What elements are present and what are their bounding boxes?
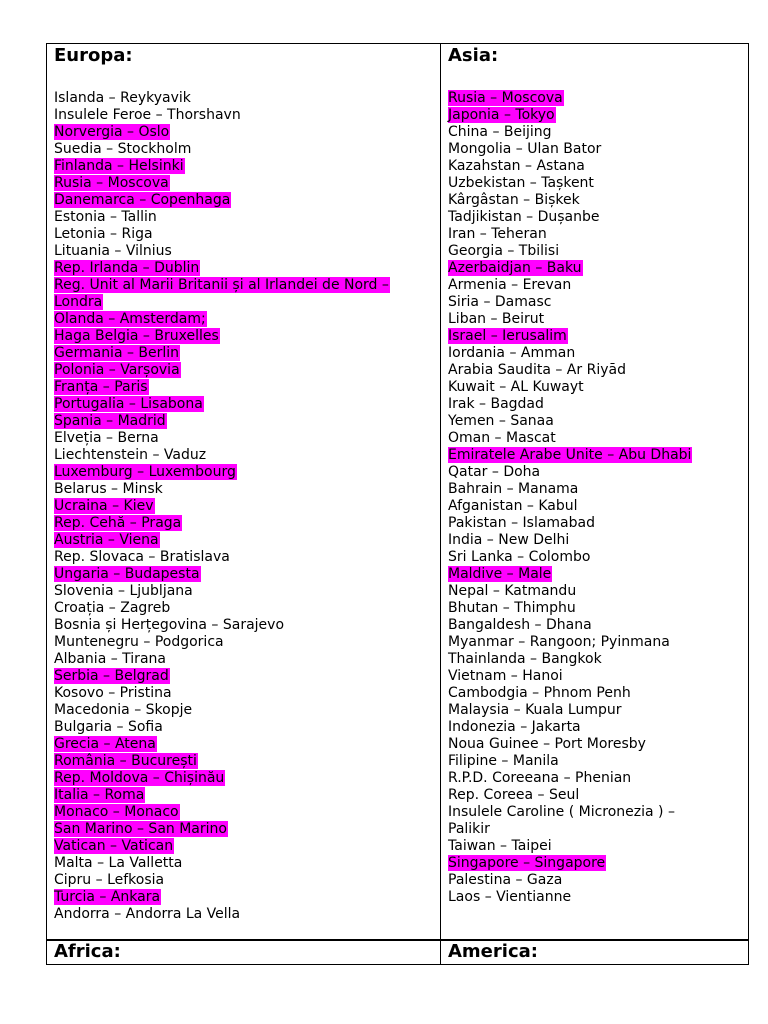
europa-item-text: San Marino – San Marino: [54, 821, 227, 837]
asia-list-item: [448, 702, 748, 719]
asia-item-text: Yemen – Sanaa: [448, 413, 554, 429]
europa-item-text: Macedonia – Skopje: [54, 702, 193, 718]
asia-list-item: [448, 770, 748, 787]
continents-table: [46, 43, 749, 965]
europa-list-item: [54, 481, 439, 498]
europa-list-item: [54, 90, 439, 107]
europa-list-item: [54, 175, 439, 192]
europa-list-item: [54, 668, 439, 685]
europa-list-item: [54, 770, 439, 787]
asia-item-text: Laos – Vientianne: [448, 889, 572, 905]
asia-list-item: [448, 447, 748, 464]
europa-item-text: Haga Belgia – Bruxelles: [54, 328, 219, 344]
europa-item-text: Franța – Paris: [54, 379, 148, 395]
asia-list-item: [448, 617, 748, 634]
europa-item-text: Rusia – Moscova: [54, 175, 169, 191]
europa-list-item: [54, 328, 439, 345]
europa-list-item: [54, 787, 439, 804]
europa-list: [47, 90, 439, 923]
europa-item-text: Bulgaria – Sofia: [54, 719, 163, 735]
asia-item-text: Israel – Ierusalim: [448, 328, 567, 344]
europa-item-text: Serbia – Belgrad: [54, 668, 169, 684]
europa-item-text: Danemarca – Copenhaga: [54, 192, 231, 208]
asia-list-item: [448, 804, 748, 821]
europa-list-item: [54, 396, 439, 413]
asia-item-text: Georgia – Tbilisi: [448, 243, 560, 259]
asia-item-text: Cambodgia – Phnom Penh: [448, 685, 631, 701]
asia-item-text: Bhutan – Thimphu: [448, 600, 576, 616]
asia-item-text: Qatar – Doha: [448, 464, 541, 480]
asia-item-text: China – Beijing: [448, 124, 552, 140]
europa-item-text: Turcia – Ankara: [54, 889, 161, 905]
europa-item-text: Elveția – Berna: [54, 430, 159, 446]
asia-list-item: [448, 141, 748, 158]
asia-item-text: Emiratele Arabe Unite – Abu Dhabi: [448, 447, 692, 463]
europa-list-item: [54, 141, 439, 158]
europa-list-item: [54, 736, 439, 753]
asia-item-text: Indonezia – Jakarta: [448, 719, 581, 735]
asia-list-item: [448, 787, 748, 804]
asia-item-text: Pakistan – Islamabad: [448, 515, 595, 531]
asia-list-item: [448, 243, 748, 260]
asia-list-item: [448, 855, 748, 872]
europa-list-item: [54, 362, 439, 379]
asia-item-text: Kuwait – AL Kuwayt: [448, 379, 584, 395]
europa-list-item: [54, 855, 439, 872]
asia-item-text: Malaysia – Kuala Lumpur: [448, 702, 622, 718]
asia-item-text: Iordania – Amman: [448, 345, 576, 361]
asia-list-item: [448, 209, 748, 226]
europa-list-item: [54, 260, 439, 277]
asia-list-item: [448, 532, 748, 549]
asia-list-item: [448, 328, 748, 345]
europa-list-item: [54, 838, 439, 855]
asia-item-text: Palestina – Gaza: [448, 872, 563, 888]
asia-item-text: Oman – Mascat: [448, 430, 556, 446]
asia-list-item: [448, 192, 748, 209]
asia-list-item: [448, 838, 748, 855]
asia-item-text: Liban – Beirut: [448, 311, 545, 327]
asia-list-item: [448, 226, 748, 243]
europa-item-text: Polonia – Varșovia: [54, 362, 180, 378]
asia-list-item: [448, 719, 748, 736]
europa-item-text: Londra: [54, 294, 103, 310]
europa-list-item: [54, 906, 439, 923]
europa-item-text: Grecia – Atena: [54, 736, 156, 752]
europa-item-text: Vatican – Vatican: [54, 838, 174, 854]
asia-list-item: [448, 736, 748, 753]
europa-item-text: Letonia – Riga: [54, 226, 153, 242]
europa-list-item: [54, 345, 439, 362]
europa-list-item: [54, 804, 439, 821]
asia-list-item: [448, 889, 748, 906]
europa-item-text: Reg. Unit al Marii Britanii și al Irlandei de Nord –: [54, 277, 389, 293]
europa-item-text: Rep. Irlanda – Dublin: [54, 260, 200, 276]
europa-list-item: [54, 243, 439, 260]
asia-list-item: [448, 90, 748, 107]
europa-item-text: Estonia – Tallin: [54, 209, 157, 225]
europa-list-item: [54, 294, 439, 311]
asia-heading: Asia:: [448, 45, 499, 66]
asia-item-text: Azerbaidjan – Baku: [448, 260, 582, 276]
asia-item-text: Afganistan – Kabul: [448, 498, 578, 514]
asia-item-text: Irak – Bagdad: [448, 396, 544, 412]
asia-list-item: [448, 753, 748, 770]
europa-list-item: [54, 515, 439, 532]
asia-item-text: Uzbekistan – Tașkent: [448, 175, 594, 191]
europa-item-text: Finlanda – Helsinki: [54, 158, 184, 174]
europa-list-item: [54, 651, 439, 668]
europa-list-item: [54, 464, 439, 481]
asia-list-item: [448, 379, 748, 396]
asia-list-item: [448, 362, 748, 379]
europa-item-text: Rep. Cehă – Praga: [54, 515, 182, 531]
america-heading: America:: [448, 941, 538, 962]
asia-item-text: Filipine – Manila: [448, 753, 559, 769]
asia-list-item: [448, 311, 748, 328]
europa-item-text: Insulele Feroe – Thorshavn: [54, 107, 241, 123]
asia-item-text: Siria – Damasc: [448, 294, 552, 310]
europa-list-item: [54, 617, 439, 634]
europa-list-item: [54, 226, 439, 243]
asia-item-text: Singapore – Singapore: [448, 855, 606, 871]
asia-item-text: Armenia – Erevan: [448, 277, 572, 293]
europa-list-item: [54, 107, 439, 124]
europa-item-text: Ungaria – Budapesta: [54, 566, 200, 582]
europa-list-item: [54, 192, 439, 209]
asia-item-text: Arabia Saudita – Ar Riyād: [448, 362, 626, 378]
europa-list-item: [54, 702, 439, 719]
europa-item-text: Slovenia – Ljubljana: [54, 583, 193, 599]
europa-list-item: [54, 124, 439, 141]
asia-list-item: [448, 464, 748, 481]
europa-item-text: Albania – Tirana: [54, 651, 166, 667]
asia-list-item: [448, 821, 748, 838]
europa-item-text: Germania – Berlin: [54, 345, 180, 361]
europa-list-item: [54, 447, 439, 464]
asia-list-item: [448, 124, 748, 141]
europa-list-item: [54, 158, 439, 175]
africa-heading: Africa:: [54, 941, 121, 962]
asia-item-text: Kazahstan – Astana: [448, 158, 585, 174]
asia-item-text: Palikir: [448, 821, 490, 837]
asia-item-text: Nepal – Katmandu: [448, 583, 577, 599]
asia-item-text: India – New Delhi: [448, 532, 570, 548]
europa-column: [47, 44, 439, 923]
asia-list-item: [448, 430, 748, 447]
asia-item-text: Japonia – Tokyo: [448, 107, 555, 123]
asia-list-item: [448, 158, 748, 175]
asia-list-item: [448, 549, 748, 566]
asia-item-text: Rep. Coreea – Seul: [448, 787, 580, 803]
asia-list-item: [448, 583, 748, 600]
asia-item-text: Bangaldesh – Dhana: [448, 617, 592, 633]
europa-item-text: Olanda – Amsterdam;: [54, 311, 206, 327]
europa-item-text: Malta – La Valletta: [54, 855, 183, 871]
asia-list-item: [448, 277, 748, 294]
europa-list-item: [54, 277, 439, 294]
europa-list-item: [54, 634, 439, 651]
europa-item-text: Spania – Madrid: [54, 413, 166, 429]
asia-item-text: Mongolia – Ulan Bator: [448, 141, 602, 157]
europa-item-text: Monaco – Monaco: [54, 804, 179, 820]
europa-item-text: Norvergia – Oslo: [54, 124, 170, 140]
europa-item-text: Rep. Moldova – Chișinău: [54, 770, 225, 786]
europa-item-text: Islanda – Reykyavik: [54, 90, 191, 106]
asia-list-item: [448, 294, 748, 311]
europa-item-text: Lituania – Vilnius: [54, 243, 172, 259]
europa-list-item: [54, 549, 439, 566]
asia-item-text: Iran – Teheran: [448, 226, 547, 242]
europa-list-item: [54, 889, 439, 906]
europa-item-text: Kosovo – Pristina: [54, 685, 172, 701]
europa-list-item: [54, 719, 439, 736]
asia-item-text: R.P.D. Coreeana – Phenian: [448, 770, 632, 786]
europa-item-text: Andorra – Andorra La Vella: [54, 906, 241, 922]
europa-item-text: Muntenegru – Podgorica: [54, 634, 224, 650]
asia-item-text: Maldive – Male: [448, 566, 552, 582]
europa-list-item: [54, 872, 439, 889]
europa-item-text: Ucraina – Kiev: [54, 498, 154, 514]
asia-column: [441, 44, 748, 906]
asia-list-item: [448, 685, 748, 702]
europa-list-item: [54, 209, 439, 226]
europa-item-text: Rep. Slovaca – Bratislava: [54, 549, 230, 565]
asia-list-item: [448, 481, 748, 498]
asia-item-text: Insulele Caroline ( Micronezia ) –: [448, 804, 675, 820]
asia-list-item: [448, 634, 748, 651]
asia-item-text: Myanmar – Rangoon; Pyinmana: [448, 634, 670, 650]
europa-list-item: [54, 566, 439, 583]
asia-list-item: [448, 260, 748, 277]
europa-item-text: Bosnia și Herțegovina – Sarajevo: [54, 617, 285, 633]
asia-list-item: [448, 413, 748, 430]
europa-list-item: [54, 379, 439, 396]
asia-list-item: [448, 651, 748, 668]
europa-item-text: Austria – Viena: [54, 532, 159, 548]
asia-list-item: [448, 515, 748, 532]
europa-list-item: [54, 311, 439, 328]
europa-list-item: [54, 600, 439, 617]
europa-item-text: Croația – Zagreb: [54, 600, 171, 616]
asia-list-item: [448, 396, 748, 413]
europa-list-item: [54, 583, 439, 600]
asia-list-item: [448, 668, 748, 685]
asia-list-item: [448, 600, 748, 617]
asia-list-item: [448, 107, 748, 124]
asia-item-text: Rusia – Moscova: [448, 90, 563, 106]
asia-item-text: Bahrain – Manama: [448, 481, 579, 497]
europa-list-item: [54, 430, 439, 447]
asia-item-text: Kârgâstan – Bișkek: [448, 192, 580, 208]
asia-item-text: Noua Guinee – Port Moresby: [448, 736, 646, 752]
asia-list-item: [448, 345, 748, 362]
asia-list-item: [448, 872, 748, 889]
europa-item-text: Italia – Roma: [54, 787, 145, 803]
europa-item-text: România – București: [54, 753, 197, 769]
europa-list-item: [54, 753, 439, 770]
europa-heading: Europa:: [54, 45, 133, 66]
asia-list-item: [448, 175, 748, 192]
europa-item-text: Suedia – Stockholm: [54, 141, 192, 157]
europa-list-item: [54, 685, 439, 702]
europa-list-item: [54, 821, 439, 838]
europa-item-text: Cipru – Lefkosia: [54, 872, 165, 888]
asia-item-text: Sri Lanka – Colombo: [448, 549, 591, 565]
europa-item-text: Liechtenstein – Vaduz: [54, 447, 207, 463]
europa-list-item: [54, 498, 439, 515]
asia-list-item: [448, 566, 748, 583]
asia-item-text: Taiwan – Taipei: [448, 838, 552, 854]
asia-list: [441, 90, 748, 906]
europa-list-item: [54, 413, 439, 430]
europa-item-text: Portugalia – Lisabona: [54, 396, 203, 412]
europa-item-text: Luxemburg – Luxembourg: [54, 464, 236, 480]
europa-item-text: Belarus – Minsk: [54, 481, 163, 497]
asia-list-item: [448, 498, 748, 515]
europa-list-item: [54, 532, 439, 549]
asia-item-text: Thainlanda – Bangkok: [448, 651, 602, 667]
asia-item-text: Vietnam – Hanoi: [448, 668, 563, 684]
row-divider: [47, 939, 748, 941]
asia-item-text: Tadjikistan – Dușanbe: [448, 209, 600, 225]
